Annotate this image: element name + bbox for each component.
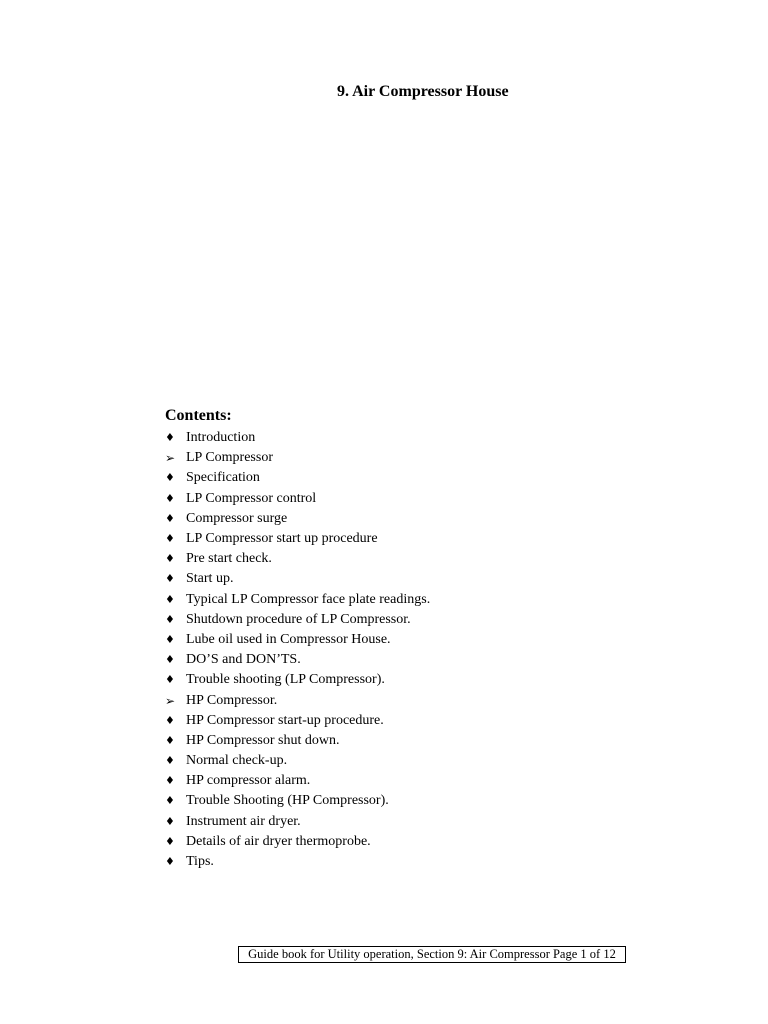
contents-list-item [165, 670, 430, 690]
contents-list-item [165, 832, 430, 852]
arrow-bullet-icon: ➢ [165, 451, 176, 466]
contents-item-label: Lube oil used in Compressor House. [186, 631, 391, 647]
contents-list-item [165, 590, 430, 610]
contents-list-item [165, 549, 430, 569]
contents-item-label: Normal check-up. [186, 753, 288, 769]
diamond-bullet-icon: ♦ [165, 532, 175, 546]
contents-list-item [165, 468, 430, 488]
contents-list [165, 428, 430, 872]
diamond-bullet-icon: ♦ [165, 673, 175, 687]
contents-list-item [165, 489, 430, 509]
diamond-bullet-icon: ♦ [165, 733, 175, 747]
contents-list-item [165, 569, 430, 589]
diamond-bullet-icon: ♦ [165, 855, 175, 869]
contents-list-item [165, 812, 430, 832]
diamond-bullet-icon: ♦ [165, 592, 175, 606]
contents-item-label: Tips. [186, 854, 214, 870]
diamond-bullet-icon: ♦ [165, 632, 175, 646]
diamond-bullet-icon: ♦ [165, 572, 175, 586]
diamond-bullet-icon: ♦ [165, 653, 175, 667]
contents-item-label: LP Compressor [186, 450, 273, 466]
contents-heading: Contents: [165, 407, 232, 424]
contents-list-item [165, 509, 430, 529]
contents-item-label: Specification [186, 470, 260, 486]
contents-item-label: LP Compressor start up procedure [186, 531, 378, 547]
diamond-bullet-icon: ♦ [165, 713, 175, 727]
diamond-bullet-icon: ♦ [165, 511, 175, 525]
contents-item-label: Start up. [186, 571, 234, 587]
contents-item-label: LP Compressor control [186, 490, 317, 506]
diamond-bullet-icon: ♦ [165, 834, 175, 848]
contents-list-item [165, 731, 430, 751]
contents-list-item [165, 711, 430, 731]
page-title: 9. Air Compressor House [337, 83, 509, 100]
diamond-bullet-icon: ♦ [165, 794, 175, 808]
contents-item-label: Trouble shooting (LP Compressor). [186, 672, 385, 688]
contents-list-item [165, 751, 430, 771]
diamond-bullet-icon: ♦ [165, 491, 175, 505]
contents-list-item [165, 791, 430, 811]
contents-item-label: HP Compressor shut down. [186, 732, 340, 748]
diamond-bullet-icon: ♦ [165, 431, 175, 445]
diamond-bullet-icon: ♦ [165, 754, 175, 768]
contents-list-item [165, 610, 430, 630]
contents-item-label: Instrument air dryer. [186, 813, 301, 829]
diamond-bullet-icon: ♦ [165, 471, 175, 485]
contents-item-label: Pre start check. [186, 551, 272, 567]
contents-list-item [165, 448, 430, 468]
contents-item-label: Typical LP Compressor face plate readings. [186, 591, 431, 607]
arrow-bullet-icon: ➢ [165, 693, 176, 708]
contents-item-label: Details of air dryer thermoprobe. [186, 833, 371, 849]
contents-list-item [165, 630, 430, 650]
contents-item-label: Compressor surge [186, 510, 288, 526]
contents-item-label: HP compressor alarm. [186, 773, 311, 789]
page-footer: Guide book for Utility operation, Section 9: Air Compressor Page 1 of 12 [238, 946, 626, 963]
contents-item-label: HP Compressor start-up procedure. [186, 712, 384, 728]
contents-list-item [165, 771, 430, 791]
contents-item-label: Trouble Shooting (HP Compressor). [186, 793, 389, 809]
contents-list-item [165, 690, 430, 710]
diamond-bullet-icon: ♦ [165, 774, 175, 788]
contents-list-item [165, 852, 430, 872]
diamond-bullet-icon: ♦ [165, 552, 175, 566]
contents-item-label: Shutdown procedure of LP Compressor. [186, 611, 411, 627]
contents-list-item [165, 650, 430, 670]
diamond-bullet-icon: ♦ [165, 814, 175, 828]
contents-item-label: Introduction [186, 430, 256, 446]
contents-list-item [165, 428, 430, 448]
contents-item-label: DO’S and DON’TS. [186, 652, 301, 668]
contents-list-item [165, 529, 430, 549]
contents-item-label: HP Compressor. [186, 692, 278, 708]
diamond-bullet-icon: ♦ [165, 612, 175, 626]
